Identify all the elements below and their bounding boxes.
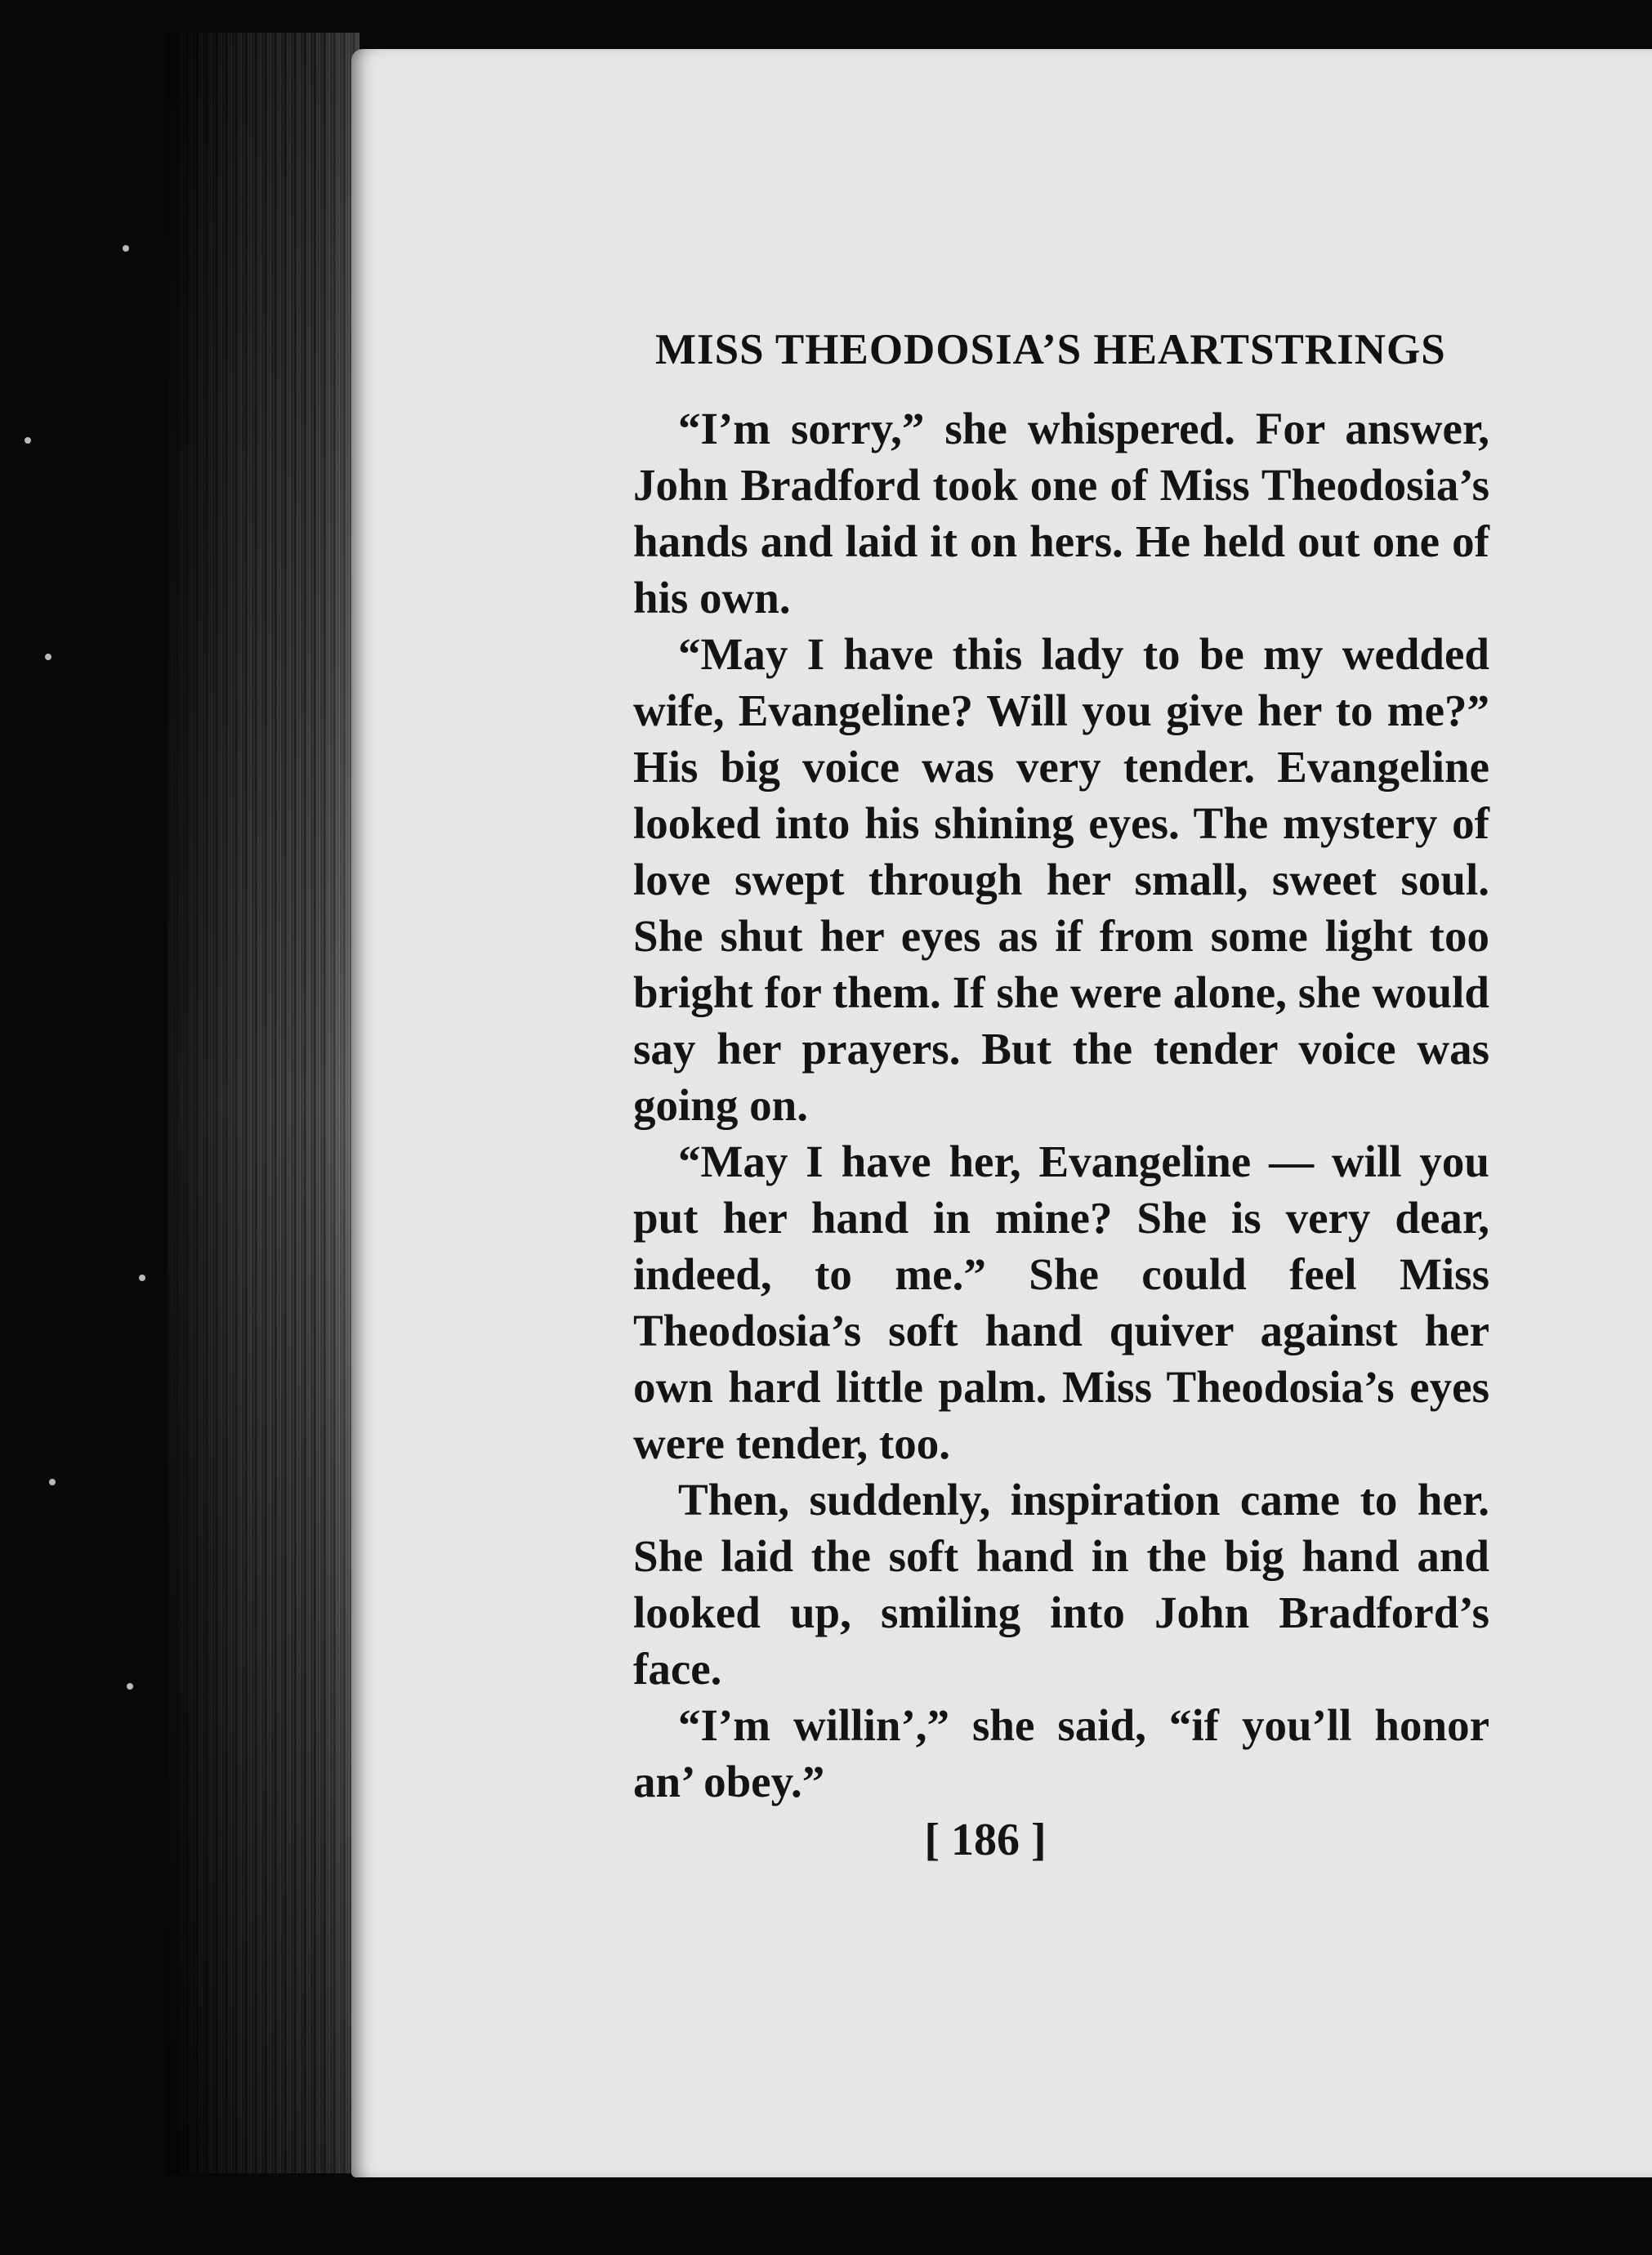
paragraph: “I’m sorry,” she whispered. For answer, John Bradford took one of Miss Theodosia’s hands and laid it on hers. He held out one of his own. <box>633 404 1489 623</box>
dust-speck <box>139 1275 145 1281</box>
page-number <box>351 1814 1652 1866</box>
dust-speck <box>45 654 51 660</box>
book-page <box>351 49 1652 2177</box>
paragraph: “May I have this lady to be my wedded wife, Evangeline? Will you give her to me?” His big voice was very tender. Evangeline looked into his shining eyes. The mystery of love swept through her small, sweet soul. She shut her eyes as if from some light too bright for them. If she were alone, she would say her prayers. But the tender voice was going on. <box>633 629 1489 1130</box>
dust-speck <box>123 245 129 252</box>
paragraph: “May I have her, Evangeline — will you put her hand in mine? She is very dear, indeed, to me.” She could feel Miss Theodosia’s soft hand quiver against her own hard little palm. Miss Theodosia’s eyes were tender, too. <box>633 1136 1489 1468</box>
paragraph: Then, suddenly, inspiration came to her. She laid the soft hand in the big hand and looked up, smiling into John Bradford’s face. <box>633 1475 1489 1694</box>
body-text <box>633 400 1489 1810</box>
page-number-text: [ 186 ] <box>924 1815 1047 1865</box>
dust-speck <box>25 437 31 444</box>
dust-speck <box>49 1479 56 1485</box>
dust-speck <box>127 1683 133 1690</box>
paragraph: “I’m willin’,” she said, “if you’ll honor an’ obey.” <box>633 1700 1489 1806</box>
book-page-edges <box>167 33 359 2173</box>
running-head-text: MISS THEODOSIA’S HEARTSTRINGS <box>655 326 1446 373</box>
